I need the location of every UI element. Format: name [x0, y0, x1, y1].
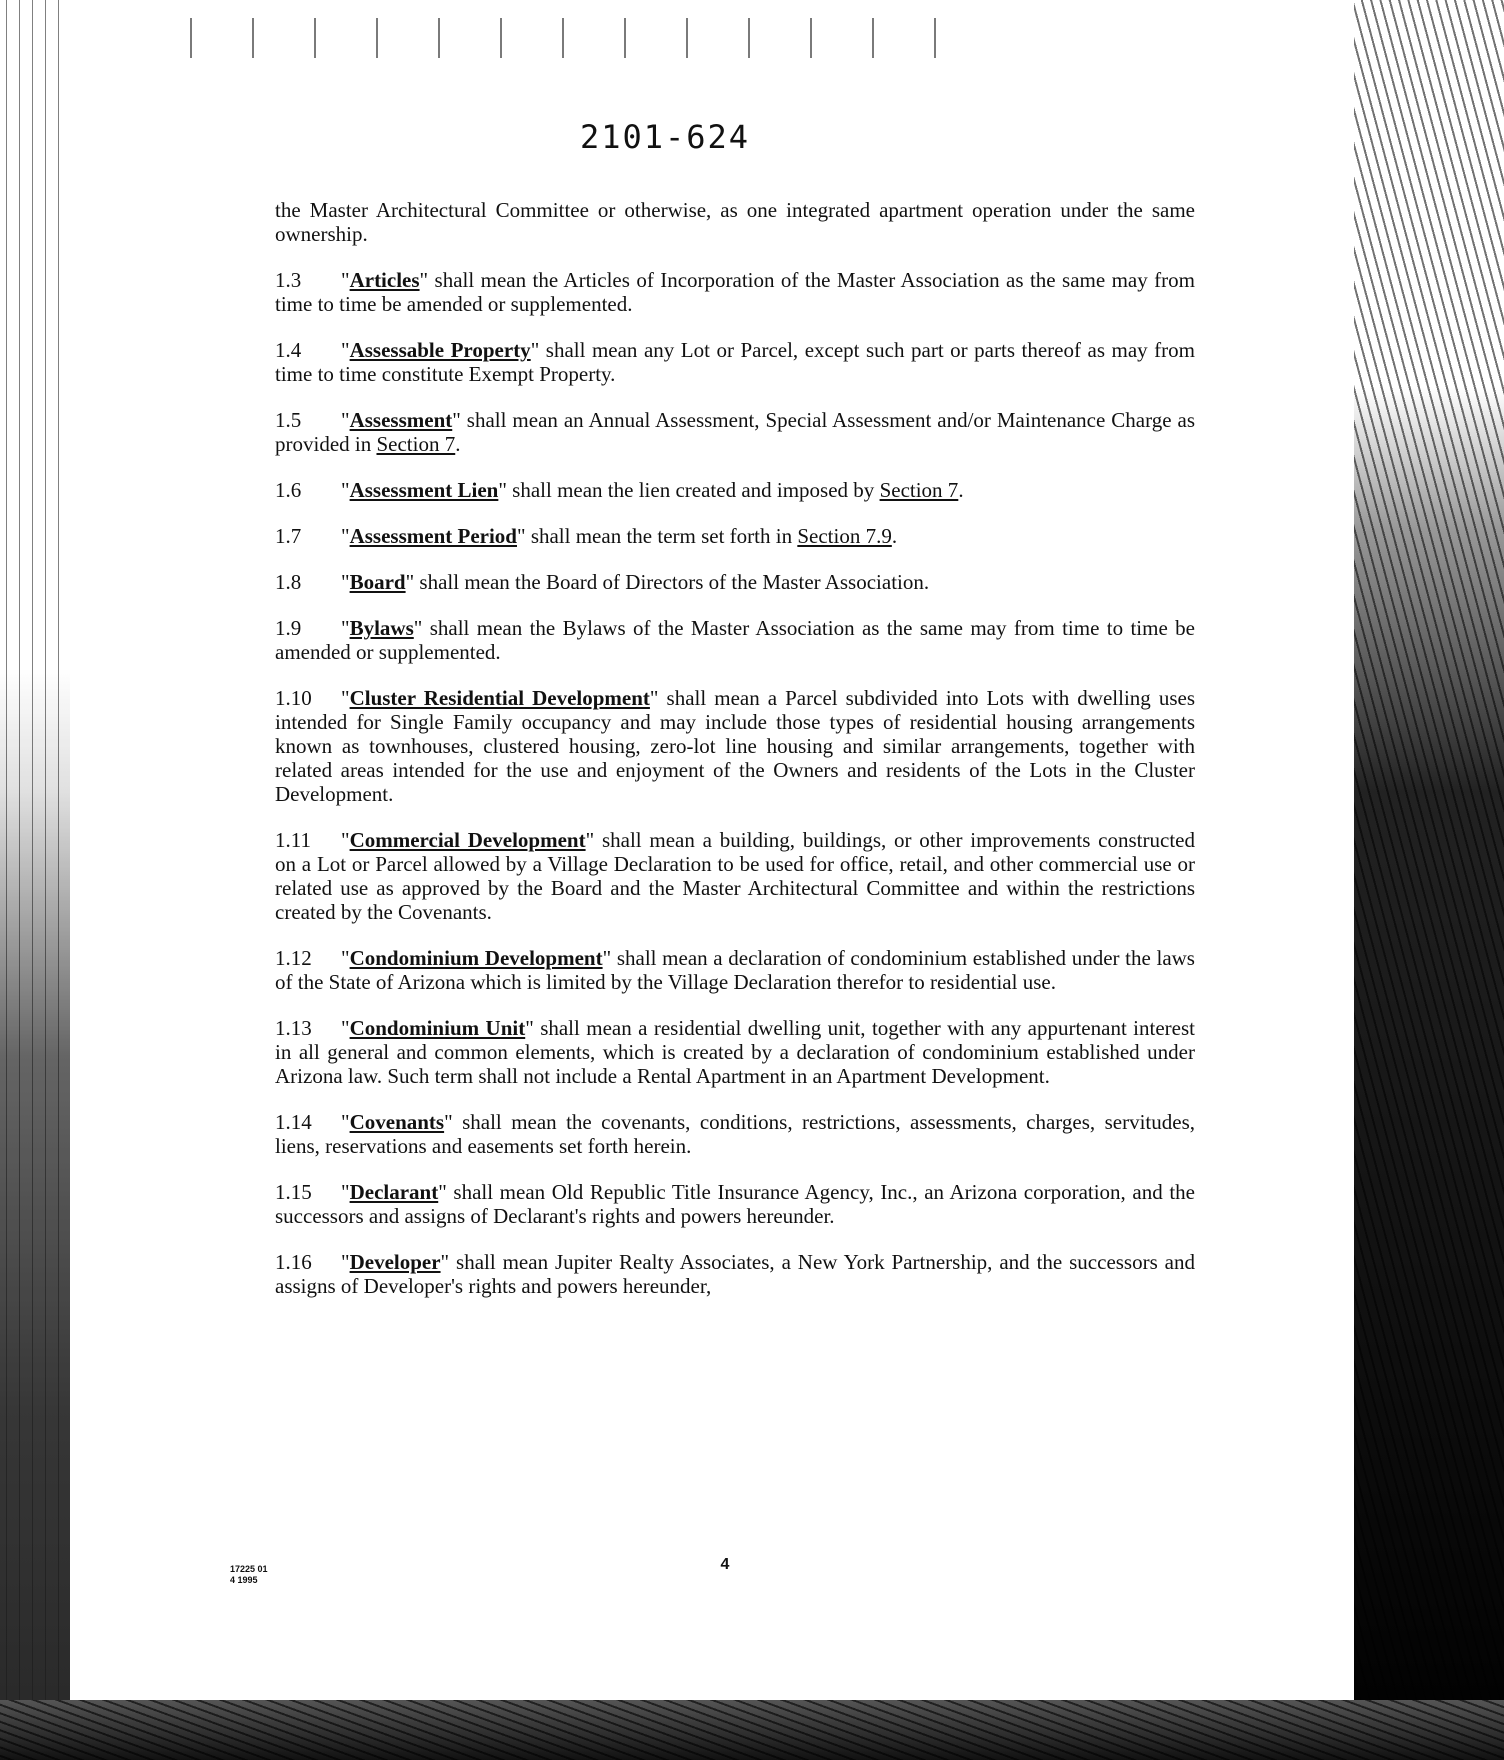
definition-text: shall mean a residential dwelling unit, together with any appurtenant interest in all general and common elements, which is created by a declaration of condominium established under Arizona law. Such term shall not include a Rental Apartment in an Apartment Development. [275, 1016, 1195, 1088]
defined-term: Developer [349, 1250, 441, 1274]
definition-1-11: 1.11 "Commercial Development" shall mean a building, buildings, or other improvements constructed on a Lot or Parcel allowed by a Village Declaration to be used for office, retail, and other commercial use or related use as approved by the Board and the Master Architectural Committee and within the restrictions created by the Covenants. [275, 828, 1195, 924]
definition-1-15: 1.15 "Declarant" shall mean Old Republic Title Insurance Agency, Inc., an Arizona corporation, and the successors and assigns of Declarant's rights and powers hereunder. [275, 1180, 1195, 1228]
definition-text: shall mean the Articles of Incorporation of the Master Association as the same may from time to time be amended or supplemented. [275, 268, 1195, 316]
definition-text: shall mean the Bylaws of the Master Association as the same may from time to time be amended or supplemented. [275, 616, 1195, 664]
definition-1-14: 1.14 "Covenants" shall mean the covenants, conditions, restrictions, assessments, charges, servitudes, liens, reservations and easements set forth herein. [275, 1110, 1195, 1158]
section-number: 1.9 [275, 616, 302, 640]
section-number: 1.3 [275, 268, 302, 292]
definition-end: . [958, 478, 964, 502]
definition-1-3: 1.3 "Articles" shall mean the Articles of Incorporation of the Master Association as the same may from time to time be amended or supplemented. [275, 268, 1195, 316]
footer-code-line-2: 4 1995 [230, 1575, 258, 1585]
section-number: 1.8 [275, 570, 302, 594]
section-number: 1.15 [275, 1180, 312, 1204]
scan-artifact-top [160, 18, 980, 58]
section-reference: Section 7 [376, 432, 456, 456]
section-number: 1.5 [275, 408, 302, 432]
defined-term: Condominium Development [349, 946, 603, 970]
definition-text: shall mean Jupiter Realty Associates, a New York Partnership, and the successors and assigns of Developer's rights and powers hereunder, [275, 1250, 1195, 1298]
definition-1-7: 1.7 "Assessment Period" shall mean the term set forth in Section 7.9. [275, 524, 898, 548]
document-body [275, 198, 1195, 1320]
section-number: 1.11 [275, 828, 311, 852]
scan-edge-bottom [0, 1700, 1504, 1760]
definition-text: shall mean a building, buildings, or other improvements constructed on a Lot or Parcel allowed by a Village Declaration to be used for office, retail, and other commercial use or related use as approved by the Board and the Master Architectural Committee and within the restrictions created by the Covenants. [275, 828, 1195, 924]
document-number: 2101-624 [579, 118, 751, 156]
definition-1-16: 1.16 "Developer" shall mean Jupiter Realty Associates, a New York Partnership, and the successors and assigns of Developer's rights and powers hereunder, [275, 1250, 1195, 1298]
definition-end: . [455, 432, 461, 456]
section-number: 1.12 [275, 946, 312, 970]
defined-term: Assessment [349, 408, 453, 432]
defined-term: Articles [349, 268, 420, 292]
definition-1-5: 1.5 "Assessment" shall mean an Annual Assessment, Special Assessment and/or Maintenance Charge as provided in Section 7. [275, 408, 1195, 456]
scan-edge-right [1354, 0, 1504, 1760]
definition-text: shall mean the lien created and imposed by [506, 478, 880, 502]
defined-term: Board [349, 570, 406, 594]
defined-term: Declarant [349, 1180, 439, 1204]
intro-paragraph: the Master Architectural Committee or otherwise, as one integrated apartment operation under the same ownership. [275, 198, 1195, 246]
definition-text: shall mean any Lot or Parcel, except such part or parts thereof as may from time to time constitute Exempt Property. [275, 338, 1195, 386]
definition-text: shall mean Old Republic Title Insurance Agency, Inc., an Arizona corporation, and the successors and assigns of Declarant's rights and powers hereunder. [275, 1180, 1195, 1228]
scan-edge-left [0, 0, 70, 1760]
definition-text: shall mean the term set forth in [525, 524, 798, 548]
definition-1-13: 1.13 "Condominium Unit" shall mean a residential dwelling unit, together with any appurtenant interest in all general and common elements, which is created by a declaration of condominium established under Arizona law. Such term shall not include a Rental Apartment in an Apartment Development. [275, 1016, 1195, 1088]
section-reference: Section 7 [879, 478, 959, 502]
definition-text: shall mean a Parcel subdivided into Lots with dwelling uses intended for Single Family occupancy and may include those types of residential housing arrangements known as townhouses, clustered housing, zero-lot line housing and similar arrangements, together with related areas intended for the use and enjoyment of the Owners and residents of the Lots in the Cluster Development. [275, 686, 1196, 806]
defined-term: Commercial Development [349, 828, 586, 852]
defined-term: Cluster Residential Development [349, 686, 650, 710]
defined-term: Assessment Lien [349, 478, 499, 502]
definition-1-4: 1.4 "Assessable Property" shall mean any Lot or Parcel, except such part or parts thereof as may from time to time constitute Exempt Property. [275, 338, 1195, 386]
defined-term: Condominium Unit [349, 1016, 526, 1040]
definition-text: shall mean a declaration of condominium established under the laws of the State of Arizona which is limited by the Village Declaration therefor to residential use. [275, 946, 1195, 994]
footer-code-line-1: 17225 01 [230, 1564, 268, 1574]
definition-1-12: 1.12 "Condominium Development" shall mean a declaration of condominium established under the laws of the State of Arizona which is limited by the Village Declaration therefor to residential use. [275, 946, 1195, 994]
definition-1-6: 1.6 "Assessment Lien" shall mean the lien created and imposed by Section 7. [275, 478, 964, 502]
defined-term: Covenants [349, 1110, 445, 1134]
page-number: 4 [720, 1556, 730, 1573]
defined-term: Assessable Property [349, 338, 531, 362]
section-number: 1.4 [275, 338, 302, 362]
section-number: 1.6 [275, 478, 302, 502]
section-number: 1.7 [275, 524, 302, 548]
definition-1-8: 1.8 "Board" shall mean the Board of Directors of the Master Association. [275, 570, 930, 594]
section-number: 1.14 [275, 1110, 312, 1134]
definition-text: shall mean an Annual Assessment, Special Assessment and/or Maintenance Charge as provided in [275, 408, 1195, 456]
section-number: 1.16 [275, 1250, 312, 1274]
document-page [70, 60, 1350, 1690]
definition-end: . [891, 524, 898, 548]
definition-text: shall mean the covenants, conditions, restrictions, assessments, charges, servitudes, liens, reservations and easements set forth herein. [275, 1110, 1195, 1158]
definition-text: shall mean the Board of Directors of the Master Association. [414, 570, 930, 594]
section-number: 1.13 [275, 1016, 312, 1040]
section-number: 1.10 [275, 686, 312, 710]
definition-1-9: 1.9 "Bylaws" shall mean the Bylaws of the Master Association as the same may from time to time be amended or supplemented. [275, 616, 1195, 664]
defined-term: Bylaws [349, 616, 414, 640]
defined-term: Assessment Period [349, 524, 517, 548]
section-reference: Section 7.9 [797, 524, 892, 548]
definition-1-10: 1.10 "Cluster Residential Development" shall mean a Parcel subdivided into Lots with dwelling uses intended for Single Family occupancy and may include those types of residential housing arrangements known as townhouses, clustered housing, zero-lot line housing and similar arrangements, together with related areas intended for the use and enjoyment of the Owners and residents of the Lots in the Cluster Development. [275, 686, 1196, 806]
